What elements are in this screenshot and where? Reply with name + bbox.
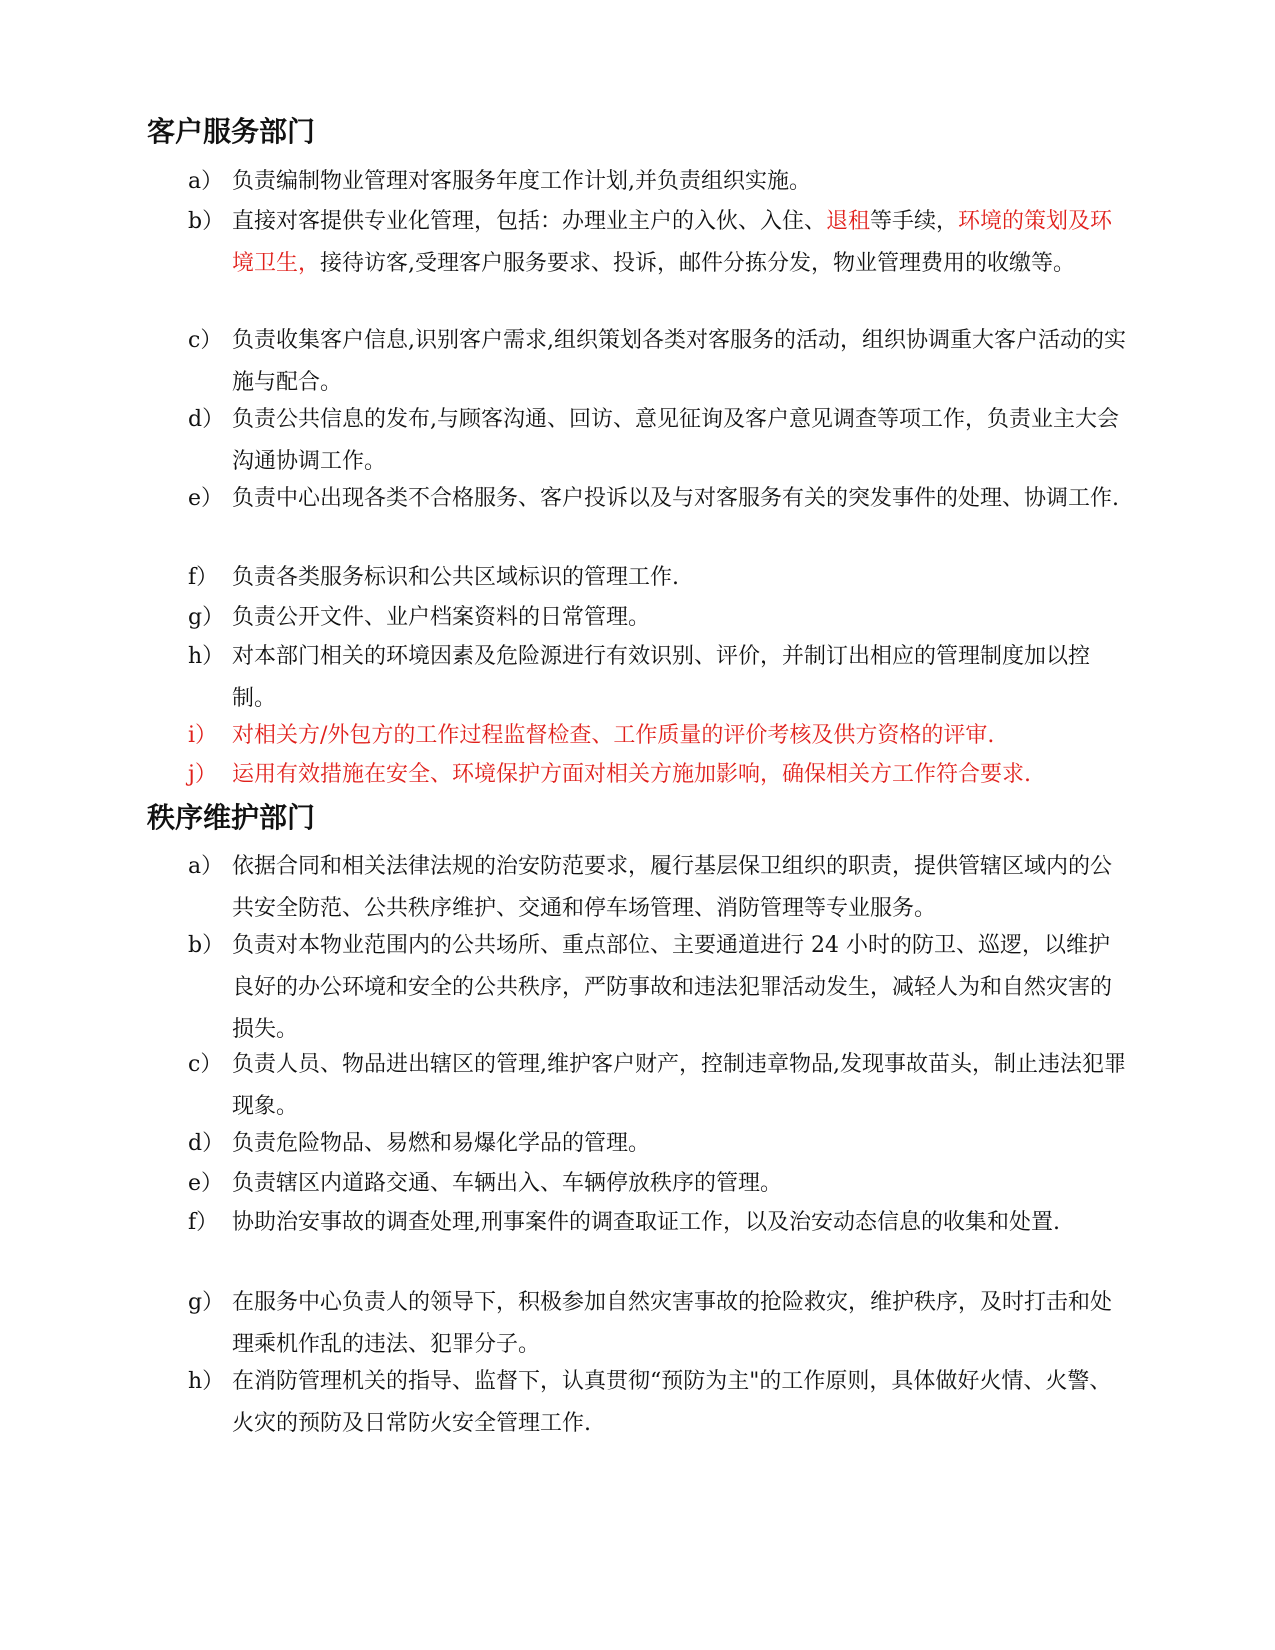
list-item — [188, 1123, 1128, 1165]
item-marker: c） — [188, 1052, 223, 1077]
item-marker: e） — [188, 1171, 224, 1196]
list-item — [188, 1361, 1128, 1445]
list-item — [188, 754, 1128, 796]
highlight-text: 退租 — [826, 209, 871, 234]
item-marker: i） — [188, 723, 218, 748]
item-marker: d） — [188, 1131, 225, 1156]
list-item — [188, 597, 1128, 639]
section-title-customer-service: 客户服务部门 — [147, 115, 316, 148]
item-marker: f） — [188, 1210, 219, 1235]
item-text: 负责编制物业管理对客服务年度工作计划,并负责组织实施。 — [232, 169, 811, 194]
item-text: 负责辖区内道路交通、车辆出入、车辆停放秩序的管理。 — [232, 1171, 783, 1196]
list-item — [188, 1044, 1128, 1128]
highlight-text: 环境的策划及环境卫生， — [232, 209, 1113, 276]
item-text: 对相关方/外包方的工作过程监督检查、工作质量的评价考核及供方资格的评审. — [232, 723, 995, 748]
list-item — [188, 478, 1128, 520]
section-title-order-maintenance: 秩序维护部门 — [147, 801, 316, 834]
list-item — [188, 846, 1128, 930]
item-marker: e） — [188, 486, 224, 511]
item-marker: a） — [188, 169, 224, 194]
item-marker: b） — [188, 209, 225, 234]
item-marker: a） — [188, 854, 224, 879]
item-marker: c） — [188, 328, 223, 353]
item-marker: g） — [188, 605, 225, 630]
list-item — [188, 201, 1128, 285]
list-item — [188, 1282, 1128, 1366]
list-item — [188, 1163, 1128, 1205]
list-item — [188, 557, 1128, 599]
list-item — [188, 161, 1128, 203]
list-item — [188, 925, 1128, 1051]
item-text: 负责公共信息的发布,与顾客沟通、回访、意见征询及客户意见调查等项工作，负责业主大会沟通协调工作。 — [232, 407, 1119, 474]
list-item — [188, 320, 1128, 404]
item-marker: h） — [188, 1369, 225, 1394]
item-text: 在服务中心负责人的领导下，积极参加自然灾害事故的抢险救灾，维护秩序，及时打击和处理乘机作乱的违法、犯罪分子。 — [232, 1290, 1113, 1357]
item-text: 负责各类服务标识和公共区域标识的管理工作. — [232, 565, 679, 590]
item-text: 负责公开文件、业户档案资料的日常管理。 — [232, 605, 651, 630]
item-marker: h） — [188, 644, 225, 669]
item-text: 负责收集客户信息,识别客户需求,组织策划各类对客服务的活动，组织协调重大客户活动的实施与配合。 — [232, 328, 1126, 395]
item-text: 负责中心出现各类不合格服务、客户投诉以及与对客服务有关的突发事件的处理、协调工作. — [232, 486, 1119, 511]
item-marker: j） — [188, 762, 217, 787]
list-item — [188, 715, 1128, 757]
item-text: 直接对客提供专业化管理，包括：办理业主户的入伙、入住、退租等手续，环境的策划及环境卫生，接待访客,受理客户服务要求、投诉，邮件分拣分发，物业管理费用的收缴等。 — [232, 209, 1113, 276]
item-text: 负责对本物业范围内的公共场所、重点部位、主要通道进行 24 小时的防卫、巡逻，以维护良好的办公环境和安全的公共秩序，严防事故和违法犯罪活动发生，减轻人为和自然灾害的损失。 — [232, 933, 1113, 1042]
item-text: 负责危险物品、易燃和易爆化学品的管理。 — [232, 1131, 651, 1156]
list-item — [188, 636, 1128, 720]
item-text: 运用有效措施在安全、环境保护方面对相关方施加影响，确保相关方工作符合要求. — [232, 762, 1031, 787]
item-marker: b） — [188, 933, 225, 958]
item-text: 在消防管理机关的指导、监督下，认真贯彻“预防为主"的工作原则，具体做好火情、火警、火灾的预防及日常防火安全管理工作. — [232, 1369, 1112, 1436]
item-text: 依据合同和相关法律法规的治安防范要求，履行基层保卫组织的职责，提供管辖区域内的公共安全防范、公共秩序维护、交通和停车场管理、消防管理等专业服务。 — [232, 854, 1113, 921]
item-marker: d） — [188, 407, 225, 432]
list-item — [188, 1202, 1128, 1244]
item-marker: f） — [188, 565, 219, 590]
item-text: 协助治安事故的调查处理,刑事案件的调查取证工作，以及治安动态信息的收集和处置. — [232, 1210, 1060, 1235]
item-text: 对本部门相关的环境因素及危险源进行有效识别、评价，并制订出相应的管理制度加以控制。 — [232, 644, 1091, 711]
list-item — [188, 399, 1128, 483]
item-marker: g） — [188, 1290, 225, 1315]
item-text: 负责人员、物品进出辖区的管理,维护客户财产，控制违章物品,发现事故苗头，制止违法犯罪现象。 — [232, 1052, 1126, 1119]
